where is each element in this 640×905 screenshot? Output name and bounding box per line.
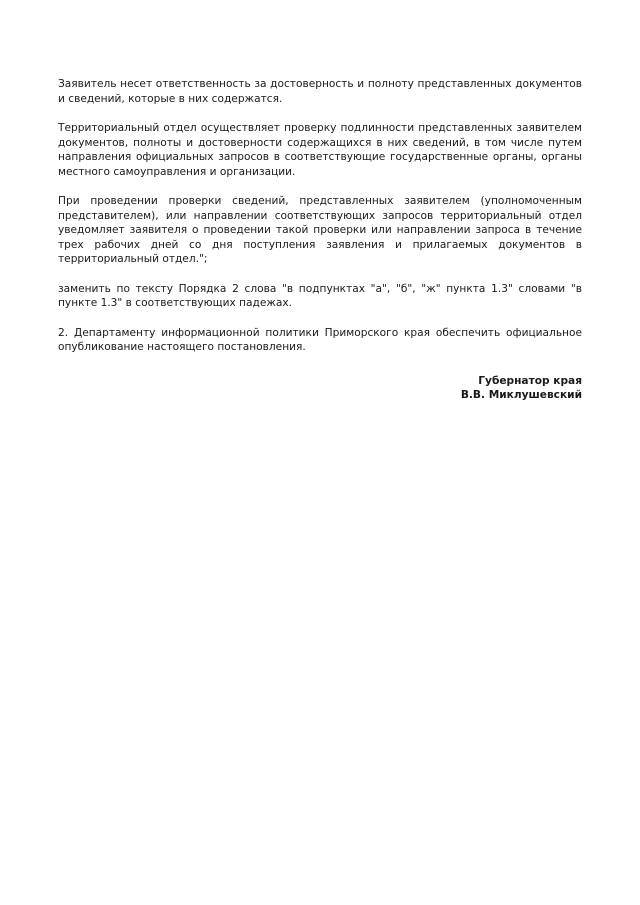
document-page bbox=[58, 77, 582, 403]
paragraph-publication: 2. Департаменту информационной политики Приморского края обеспечить официальное опубликование настоящего постановления. bbox=[58, 326, 582, 353]
signature-name: В.В. Миклушевский bbox=[460, 389, 582, 401]
paragraph-verification: Территориальный отдел осуществляет проверку подлинности представленных заявителем документов, полноты и достоверности содержащихся в них сведений, в том числе путем направления официальных запросов в соответствующие государственные органы, органы местного самоуправления и организации. bbox=[58, 122, 582, 178]
signature-block bbox=[58, 374, 582, 403]
paragraph-notification: При проведении проверки сведений, представленных заявителем (уполномоченным представителем), или направлении соответствующих запросов территориальный отдел уведомляет заявителя о проведении такой проверки или направлении запроса в течение трех рабочих дней со дня поступления заявления и прилагаемых документов в территориальный отдел."; bbox=[58, 195, 582, 265]
signature-position: Губернатор края bbox=[478, 374, 582, 387]
paragraph-replace-wording: заменить по тексту Порядка 2 слова "в подпунктах "а", "б", "ж" пункта 1.3" словами "в пункте 1.3" в соответствующих падежах. bbox=[58, 282, 582, 309]
paragraph-applicant-responsibility: Заявитель несет ответственность за достоверность и полноту представленных документов и сведений, которые в них содержатся. bbox=[58, 78, 582, 105]
